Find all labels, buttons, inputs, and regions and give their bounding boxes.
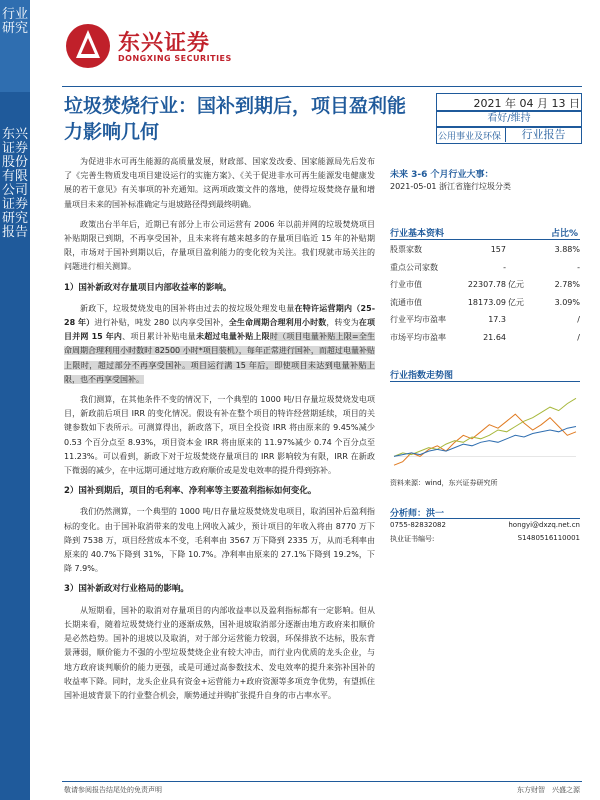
table-cell: 3.09%	[554, 297, 580, 307]
page-title: 垃圾焚烧行业：国补到期后，项目盈利能力影响几何	[64, 95, 407, 143]
sidebar	[0, 0, 30, 800]
table-cell: 21.64	[483, 332, 506, 342]
table-cell: /	[577, 315, 580, 325]
table-cell: -	[577, 262, 580, 272]
section-heading: 3）国补新政对行业格局的影响。	[64, 584, 189, 595]
table-row	[390, 259, 580, 277]
paragraph: 从短期看，国补的取消对存量项目的内部收益率以及盈利指标都有一定影响。但从长期来看，随着垃圾焚烧行业的逐渐成熟，国补退坡取消部分逐渐由地方政府来扣顺价是必然趋势。国补的退坡以及取消，对于部分运营能力较弱，环保排放不达标，股东背景薄弱，顺价能力不强的小型垃圾焚烧企业有较大冲击，而行业内优质的龙头企业，与地方政府谈判顺价的能力更强，或是可通过高参数技术、发电效率的提升来弥补国补的收益率下降。同时，龙头企业具有资金+运营能力+政府资源等多项竞争优势，有望抓住国补退坡背景下的行业整合机会，顺势通过并购扩张提升自身的市占率水平。	[64, 605, 375, 700]
index-chart	[390, 382, 580, 478]
report-date: 2021 年 04 月 13 日	[473, 97, 580, 110]
chart-source: 资料来源：wind，东兴证券研究所	[390, 479, 498, 487]
paragraph: 政策出台半年后，近期已有部分上市公司运营有 2006 年以前并网的垃圾焚烧项目补贴期限已到期，不再享受国补，且未来将有越来越多的存量项目临近 15 年的补贴期限，市场对于国补到期以后，存量项目盈利能力的变化较为关注。我们现就市场关注的问题进行相关测算。	[64, 219, 375, 272]
rating-badge: 看好/维持	[436, 111, 582, 127]
section-heading: 2）国补到期后，项目的毛利率、净利率等主要盈利指标如何变化。	[64, 486, 317, 497]
outlook-event: 2021-05-01 浙江省施行垃圾分类	[390, 182, 512, 191]
industry-table-header: 行业基本资料 占比%	[390, 226, 580, 240]
table-cell: 流通市值	[390, 297, 422, 307]
paragraph: 我们测算，在其他条件不变的情况下，一个典型的 1000 吨/日存量垃圾焚烧发电项目，新政前后项目 IRR 的变化情况。假设有补在整个项目的特许经营期延续，项目的关键参数如下表所示。可测算得出，新政落下，项目全投资 IRR 将由原来的 9.45%减少 0.53 个百分点至 8.93%，项目资本金 IRR 将由原来的 11.97%减少 0.74 个百分点至 11.23%。可以看到，新政下对于垃圾焚烧存量项目的 IRR 影响较为有限，IRR 在新政下微弱的减少，在中远期可通过地方政府顺价或是发电效率的提升得到弥补。	[64, 395, 375, 476]
table-cell: 157	[490, 245, 506, 255]
analyst-cert: 执业证书编号: S1480516110001	[390, 534, 580, 543]
table-row	[390, 241, 580, 259]
table-cell: 17.3	[488, 315, 506, 325]
table-cell: 行业平均市盈率	[390, 315, 446, 325]
table-cell: 重点公司家数	[390, 262, 438, 272]
table-cell: -	[503, 262, 506, 272]
industry-table	[390, 241, 580, 346]
sidebar-label: 行业研究	[1, 7, 28, 36]
sidebar-company: 东兴证券股份有限公司证券研究报告	[1, 127, 28, 240]
table-row	[390, 294, 580, 312]
table-cell: 亿元	[508, 297, 524, 307]
footer-slogan: 东方财智 兴盛之源	[517, 786, 580, 794]
paragraph: 新政下，垃圾焚烧发电的国补将由过去的按垃圾处理发电量在特许运营期内（25-28 年）进行补贴，吨发 280 以内享受国补，全生命周期合理利用小时数，转变为在项目并网 15 年内、项目累计补贴电量未超过电量补贴上限时（项目电量补贴上限=全生命周期合理利用小时数时 82500 小时*项目装机），每年正常进行国补，而超过电量补贴上限时，超过部分不再享受国补。项目运行满 15 年后，即使项目未达到电量补贴上限，也不再享受国补。	[64, 303, 376, 384]
table-cell: 市场平均市盈率	[390, 332, 446, 342]
paragraph: 为促进非水可再生能源的高质量发展，财政部、国家发改委、国家能源局先后发布了《完善生物质发电项目建设运行的实施方案》、《关于促进非水可再生能源发电健康发展的若干意见》有关事项的补充通知。这两项政策文件的落地，使得垃圾焚烧存量和增量项目未来的国补标准确定与退坡路径得到最终明确。	[64, 157, 375, 209]
logo-text: 东兴证券	[118, 31, 211, 56]
header-divider	[62, 86, 582, 87]
table-cell: 2.78%	[554, 280, 580, 290]
table-cell	[506, 241, 548, 259]
table-cell: 18173.09	[467, 297, 506, 307]
footer-disclaimer: 敬请参阅报告结尾处的免责声明	[64, 786, 162, 794]
table-cell: 3.88%	[554, 245, 580, 255]
table-row	[390, 276, 580, 294]
industry-label: 公用事业及环保	[438, 132, 502, 142]
main-body	[64, 155, 375, 709]
table-cell	[506, 329, 548, 347]
chart-section-header: 行业指数走势图	[390, 368, 580, 382]
report-type: 行业报告	[505, 127, 581, 142]
table-cell: 股票家数	[390, 245, 422, 255]
chart-series-上证指数	[394, 427, 576, 457]
analyst-header: 分析师：洪一	[390, 506, 580, 519]
table-cell	[506, 311, 548, 329]
analyst-contact: 0755-82832082 hongyi@dxzq.net.cn	[390, 521, 580, 529]
outlook-label: 未来 3-6 个月行业大事：	[390, 170, 494, 180]
paragraph: 我们仍然测算，一个典型的 1000 吨/日存量垃圾焚烧发电项目，取消国补后盈利指标的变化。由于国补取消带来的发电上网收入减少，预计项目的年收入将由 8770 万下降到 7538 万，项目经营成本不变，毛利率由 3567 万下降到 2335 万，从而毛利率由原来的 40.7%下降到 31%，下降 10.7%。净利率由原来的 27.1%下降到 19.2%，下降 7.9%。	[64, 507, 375, 574]
logo-icon	[64, 22, 112, 70]
table-cell: 行业市值	[390, 280, 422, 290]
table-cell: 亿元	[508, 280, 524, 290]
section-heading: 1）国补新政对存量项目内部收益率的影响。	[64, 282, 232, 293]
chart-series-沪深300	[394, 398, 576, 456]
table-cell	[506, 259, 548, 277]
table-cell: 22307.78	[467, 280, 506, 290]
table-row	[390, 311, 580, 329]
logo-text-en: DONGXING SECURITIES	[118, 54, 232, 63]
table-cell: /	[577, 332, 580, 342]
table-row	[390, 329, 580, 347]
chart-series-行业指数	[394, 414, 576, 465]
footer-divider	[62, 781, 582, 782]
